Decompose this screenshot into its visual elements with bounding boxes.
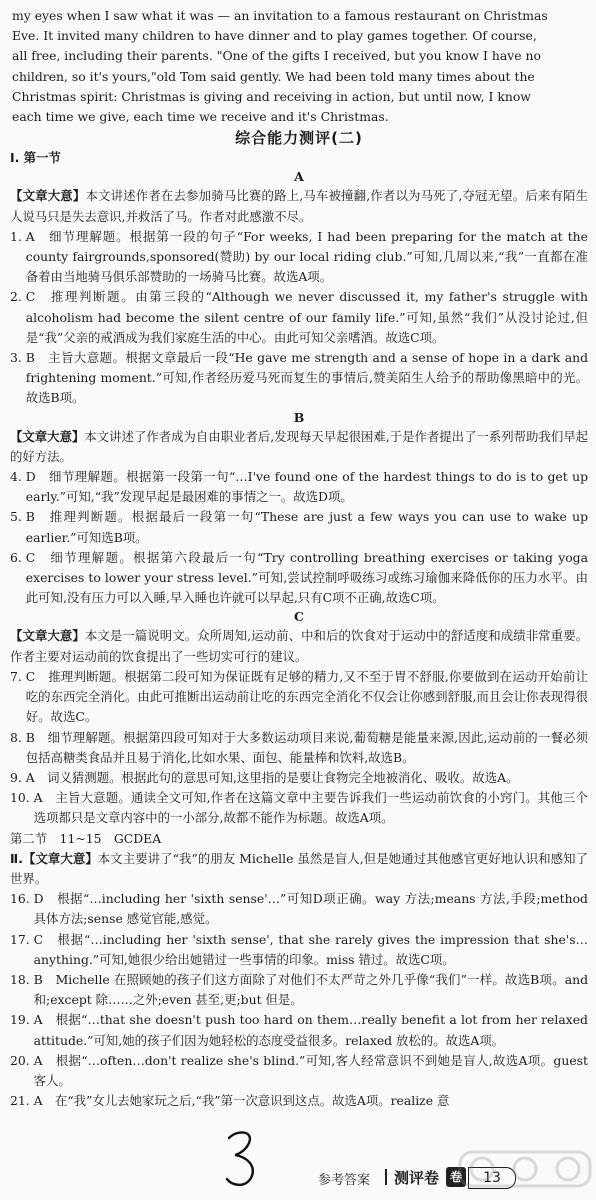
article-summary: [10, 186, 588, 226]
question-number: 1.: [10, 228, 22, 244]
part-heading: 第二节 11~15 GCDEA: [10, 830, 162, 846]
answer-item: [10, 1091, 588, 1111]
answer-item: [10, 1010, 588, 1050]
answer-explanation: B Michelle 在照顾她的孩子们这方面除了对他们不太严苛之外几乎像“我们”一样。故选B项。and 和;except 除……之外;even 甚至,更;but 但是。: [33, 971, 588, 1008]
test-label: 测评卷: [394, 1169, 440, 1187]
article-summary: [10, 427, 588, 467]
answer-item: [10, 768, 588, 788]
answer-explanation: A 细节理解题。根据第一段的句子“For weeks, I had been preparing for the match at the county fairgrounds,sponsored(赞助) by our local riding club.”可知,几周以来,“我”一直都在准备着由当地骑马俱乐部赞助的一场骑马比赛。故选A项。: [25, 228, 588, 285]
watermark-logo: [458, 1148, 592, 1198]
answer-item: [10, 507, 588, 547]
answer-explanation: A 根据“…often…don't realize she's blind.”可知,客人经常意识不到她是盲人,故选A项。guest 客人。: [33, 1052, 588, 1088]
answer-content: [10, 148, 588, 1111]
answer-item: [10, 728, 588, 768]
section-title: 综合能力测评(二): [235, 129, 363, 148]
answer-page: [10, 6, 588, 1111]
answer-item: [10, 467, 588, 507]
question-number: 2.: [10, 289, 22, 305]
passage-line: Christmas spirit: Christmas is giving and receiving in action, but until now, I know: [12, 88, 531, 104]
answers-label: 参考答案: [318, 1173, 371, 1188]
summary-label: 【文章大意】: [10, 628, 85, 644]
answer-explanation: B 推理判断题。根据最后一段第一句“These are just a few ways you can use to wake up earlier.”可知选B项。: [25, 509, 588, 545]
answer-item: [10, 287, 588, 348]
answer-explanation: A 词义猜测题。根据此句的意思可知,这里指的是要让食物完全地被消化、吸收。故选A。: [25, 769, 519, 785]
summary-text: 本文讲述作者在去参加骑马比赛的路上,马车被撞翻,作者以为马死了,夺冠无望。后来有陌生人说马只是失去意识,并救活了马。作者对此感激不尽。: [10, 188, 588, 224]
answer-explanation: A 在“我”女儿去她家玩之后,“我”第一次意识到这点。故选A项。realize 意: [33, 1093, 450, 1109]
question-number: 17.: [10, 931, 30, 947]
question-number: 10.: [10, 790, 30, 806]
question-number: 20.: [10, 1052, 30, 1068]
passage-line: children, so it's yours,"old Tom said gently. We had been told many times about the: [12, 68, 535, 84]
question-number: 19.: [10, 1012, 30, 1028]
summary-text: 本文主要讲了“我”的朋友 Michelle 虽然是盲人,但是她通过其他感官更好地认识和感知了世界。: [10, 850, 588, 886]
answer-explanation: B 主旨大意题。根据文章最后一段“He gave me strength and a sense of hope in a dark and frightening moment.”可知,作者经历爱马死而复生的事情后,赞美陌生人给予的帮助像黑暗中的光。故选B项。: [25, 350, 588, 406]
question-number: 8.: [10, 729, 22, 745]
page-number: 13: [468, 1167, 516, 1189]
passage-heading: A: [294, 169, 304, 185]
part-heading: Ⅰ. 第一节: [10, 150, 61, 166]
answer-item: [10, 667, 588, 728]
answer-item: [10, 348, 588, 409]
summary-label: 【文章大意】: [10, 428, 85, 444]
answer-item: [10, 1051, 588, 1091]
question-number: 18.: [10, 971, 30, 987]
passage-heading: C: [294, 609, 304, 625]
answer-explanation: B 细节理解题。根据第四段可知对于大多数运动项目来说,葡萄糖是能量来源,因此,运动前的一餐必须包括高糖类食品并且易于消化,比如水果、面包、能量棒和饮料,故选B。: [25, 729, 588, 765]
article-summary: [10, 626, 588, 666]
answer-explanation: D 细节理解题。根据第一段第一句“…I've found one of the hardest things to do is to get up early.”可知,“我”发现早起是最困难的事情之一。故选D项。: [25, 469, 588, 505]
question-number: 21.: [10, 1093, 30, 1109]
passage-line: each time we give, each time we receive and it's Christmas.: [12, 109, 389, 125]
footer-divider: [385, 1169, 387, 1185]
summary-text: 本文讲述了作者成为自由职业者后,发现每天早起很困难,于是作者提出了一系列帮助我们早起的好方法。: [10, 428, 588, 464]
question-number: 5.: [10, 509, 22, 525]
passage-heading: B: [293, 409, 305, 425]
answer-explanation: A 主旨大意题。通读全文可知,作者在这篇文章中主要告诉我们一些运动前饮食的小窍门。其他三个选项都只是文章内容中的一小部分,故都不能作为标题。故选A项。: [33, 790, 588, 826]
question-number: 4.: [10, 469, 22, 485]
answer-explanation: C 细节理解题。根据第六段最后一句“Try controlling breathing exercises or taking yoga exercises to lower your stress level.”可知,尝试控制呼吸练习或练习瑜伽来降低你的压力水平。由此可知,没有压力可以入睡,早入睡也许就可以早起,只有C项不正确,故选C项。: [25, 549, 588, 606]
answer-explanation: A 根据“…that she doesn't push too hard on them…really benefit a lot from her relaxed attitude.”可知,她的孩子们因为她轻松的态度受益很多。relaxed 放松的。故选A项。: [33, 1012, 588, 1048]
answer-item: [10, 970, 588, 1010]
volume-badge: 卷: [446, 1167, 466, 1187]
question-number: 16.: [10, 891, 30, 907]
answer-explanation: C 推理判断题。根据第二段可知为保证既有足够的精力,又不至于胃不舒服,你要做到在运动开始前让吃的东西完全消化。由此可推断出运动前让吃的东西完全消化不仅会让你感到舒服,而且会让你表现得很好。故选C。: [25, 668, 588, 725]
question-number: 3.: [10, 350, 22, 366]
passage-ending: [10, 6, 588, 127]
answer-explanation: D 根据“…including her 'sixth sense'…”可知D项正确。way 方法;means 方法,手段;method 具体方法;sense 感觉官能,感觉。: [33, 891, 588, 927]
passage-line: my eyes when I saw what it was — an invitation to a famous restaurant on Christmas: [12, 8, 548, 23]
passage-line: Eve. It invited many children to have dinner and to play games together. Of course,: [12, 28, 537, 44]
answer-item: [10, 227, 588, 288]
answer-explanation: C 根据“…including her 'sixth sense', that she rarely gives the impression that she's…anything.”可知,她很少给出她错过一些事情的印象。miss 错过。故选C项。: [33, 931, 588, 967]
question-number: 6.: [10, 549, 22, 565]
answer-item: [10, 889, 588, 929]
answer-item: [10, 548, 588, 609]
article-summary: [10, 849, 588, 889]
question-number: 9.: [10, 769, 22, 785]
answer-item: [10, 788, 588, 828]
answer-explanation: C 推理判断题。由第三段的“Although we never discussed it, my father's struggle with alcoholism had become the silent centre of our family life.”可知,虽然“我们”从没讨论过,但是“我”父亲的戒酒成为我们家庭生活的中心。由此可知父亲嗜酒。故选C项。: [25, 289, 588, 345]
summary-label: 【文章大意】: [10, 188, 86, 204]
passage-line: all free, including their parents. "One of the gifts I received, but you know I have no: [12, 48, 541, 64]
question-number: 7.: [10, 668, 22, 684]
answer-item: [10, 930, 588, 970]
summary-label: Ⅱ.【文章大意】: [10, 850, 98, 866]
summary-text: 本文是一篇说明文。众所周知,运动前、中和后的饮食对于运动中的舒适度和成绩非常重要。作者主要对运动前的饮食提出了一些切实可行的建议。: [10, 628, 588, 664]
